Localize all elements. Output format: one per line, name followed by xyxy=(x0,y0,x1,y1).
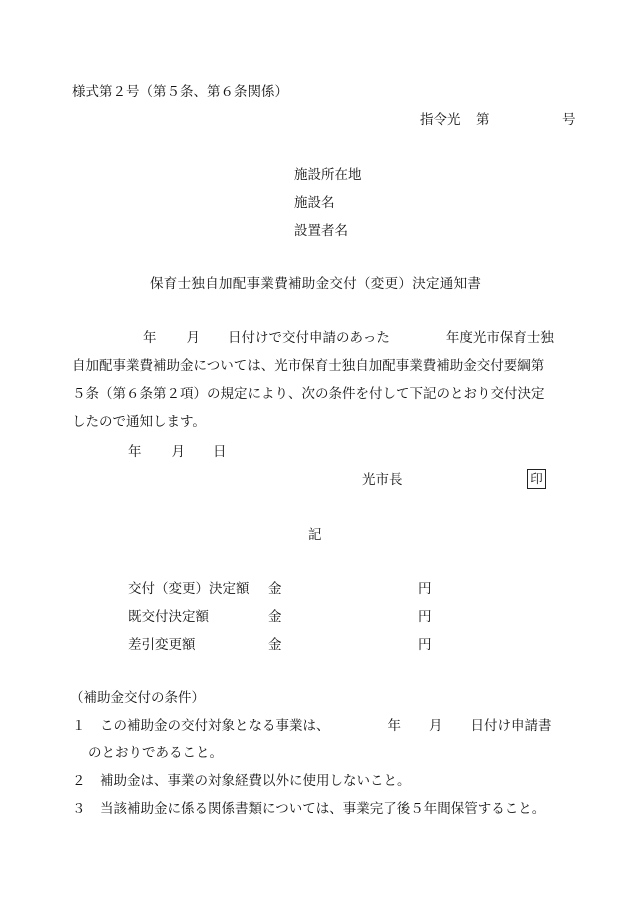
condition-text-a: この補助金の交付対象となる事業は、 xyxy=(100,718,330,734)
amount-kin: 金 xyxy=(268,609,282,625)
mayor-label: 光市長 xyxy=(362,472,403,488)
condition-text: 補助金は、事業の対象経費以外に使用しないこと。 xyxy=(100,773,411,789)
amount-kin: 金 xyxy=(268,637,282,653)
reference-dai: 第 xyxy=(476,112,490,128)
date-hi: 日 xyxy=(213,444,227,460)
body-tail: 年度光市保育士独 xyxy=(445,330,554,346)
body-tsuki: 月 xyxy=(186,330,200,346)
condition-text: 当該補助金に係る関係書類については、事業完了後５年間保管すること。 xyxy=(100,801,546,817)
reference-prefix: 指令光 xyxy=(420,112,461,128)
condition-item-2 xyxy=(72,775,411,789)
notice-date xyxy=(128,446,227,460)
condition-item-1 xyxy=(72,720,552,734)
condition-item-3 xyxy=(72,803,545,817)
form-number: 様式第２号（第５条、第６条関係） xyxy=(72,84,288,100)
condition-tsuki: 月 xyxy=(429,718,443,734)
body-nen: 年 xyxy=(143,330,157,346)
condition-number: ２ xyxy=(72,773,86,789)
condition-text-b: 日付け申請書 xyxy=(470,718,552,734)
condition-nen: 年 xyxy=(387,718,401,734)
date-nen: 年 xyxy=(128,444,142,460)
body-line-1 xyxy=(143,332,554,346)
amount-label: 交付（変更）決定額 xyxy=(128,581,250,597)
amount-yen: 円 xyxy=(418,581,432,597)
amount-kin: 金 xyxy=(268,581,282,597)
amount-yen: 円 xyxy=(418,637,432,653)
reference-go: 号 xyxy=(562,112,576,128)
body-hi-text: 日付けで交付申請のあった xyxy=(228,330,390,346)
facility-location-label: 施設所在地 xyxy=(294,167,362,183)
date-tsuki: 月 xyxy=(171,444,185,460)
amount-label: 差引変更額 xyxy=(128,637,196,653)
ki-heading: 記 xyxy=(308,527,322,543)
condition-number: １ xyxy=(72,718,86,734)
reference-number xyxy=(420,114,576,128)
facility-name-label: 施設名 xyxy=(294,195,335,211)
body-line-3: ５条（第６条第２項）の規定により、次の条件を付して下記のとおり交付決定 xyxy=(72,386,545,402)
body-line-4: したので通知します。 xyxy=(72,414,206,430)
amount-label: 既交付決定額 xyxy=(128,609,209,625)
document-title: 保育士独自加配事業費補助金交付（変更）決定通知書 xyxy=(150,276,482,292)
amount-yen: 円 xyxy=(418,609,432,625)
conditions-heading: （補助金交付の条件） xyxy=(70,690,205,706)
facility-founder-label: 設置者名 xyxy=(294,223,348,239)
amount-row-difference xyxy=(128,639,432,653)
body-line-2: 自加配事業費補助金については、光市保育士独自加配事業費補助金交付要綱第 xyxy=(72,358,545,374)
amount-row-decision xyxy=(128,583,432,597)
condition-number: ３ xyxy=(72,801,86,817)
amount-row-previous xyxy=(128,611,432,625)
seal-mark: 印 xyxy=(527,469,546,489)
condition-item-1-continued: のとおりであること。 xyxy=(88,745,223,761)
